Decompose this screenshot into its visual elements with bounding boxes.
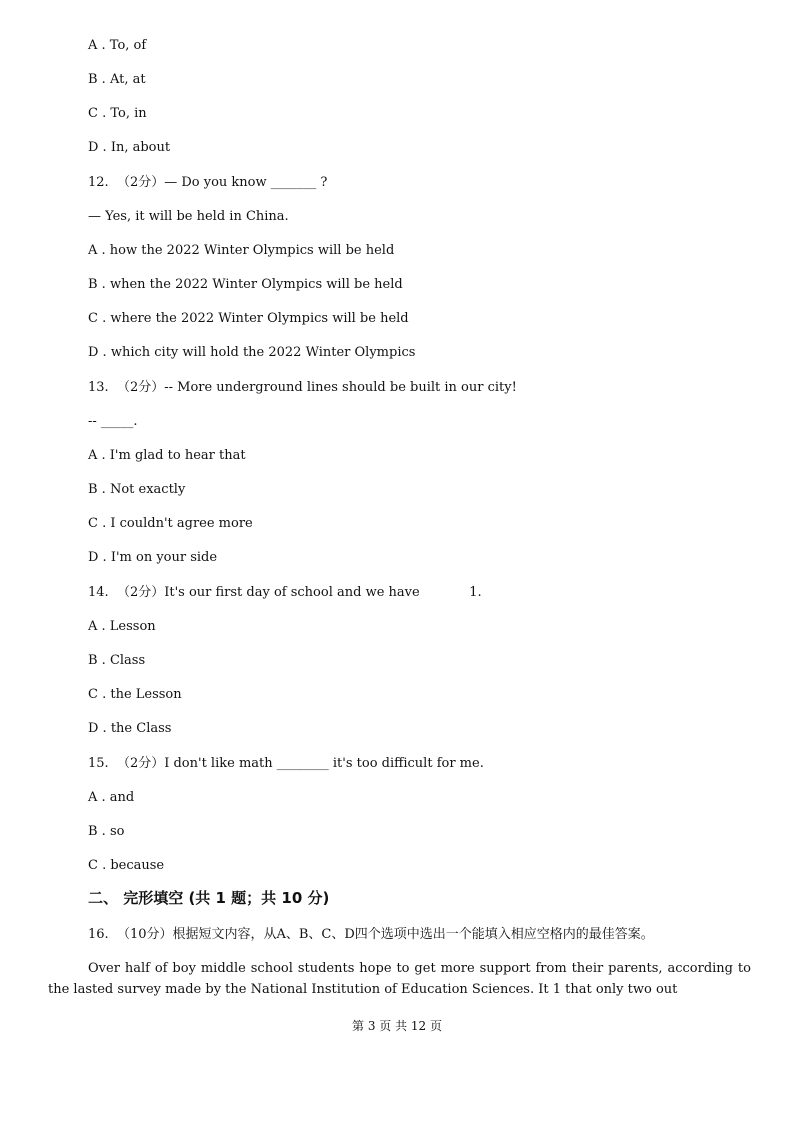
page-footer: 第 3 页 共 12 页 [352,1019,442,1033]
q15-option-b: B . so [88,824,125,839]
q14-option-a: A . Lesson [88,619,156,634]
q15-stem: 15. （2分）I don't like math ________ it's too difficult for me. [88,756,484,771]
q13-option-a: A . I'm glad to hear that [88,448,246,463]
q15-option-a: A . and [88,790,135,805]
q14-stem: 14. （2分）It's our first day of school and we have 1. [88,585,482,600]
q14-option-c: C . the Lesson [88,687,182,702]
passage-paragraph: Over half of boy middle school students hope to get more support from their parents, according to the lasted survey made by the National Institution of Education Sciences. It 1 that only two out [48,961,751,997]
q14-option-d: D . the Class [88,721,172,736]
q13-option-c: C . I couldn't agree more [88,516,253,531]
q11-option-b: B . At, at [88,72,146,87]
q16-stem: 16. （10分）根据短文内容，从A、B、C、D四个选项中选出一个能填入相应空格内的最佳答案。 [88,927,654,942]
q15-option-c: C . because [88,858,165,873]
q13-stem: 13. （2分）-- More underground lines should be built in our city! [88,380,517,395]
q11-option-a: A . To, of [88,38,147,53]
section-heading: 二、 完形填空 (共 1 题；共 10 分) [88,889,330,907]
q11-option-c: C . To, in [88,106,147,121]
q12-option-b: B . when the 2022 Winter Olympics will be held [88,277,403,292]
q14-option-b: B . Class [88,653,146,668]
q13-line2: -- _____. [88,414,138,429]
q12-option-a: A . how the 2022 Winter Olympics will be held [88,243,395,258]
q12-option-d: D . which city will hold the 2022 Winter Olympics [88,345,416,360]
q12-line2: — Yes, it will be held in China. [88,209,289,224]
q11-option-d: D . In, about [88,140,171,155]
q13-option-d: D . I'm on your side [88,550,218,565]
q13-option-b: B . Not exactly [88,482,186,497]
q12-stem: 12. （2分）— Do you know _______ ? [88,175,328,190]
q12-option-c: C . where the 2022 Winter Olympics will be held [88,311,409,326]
